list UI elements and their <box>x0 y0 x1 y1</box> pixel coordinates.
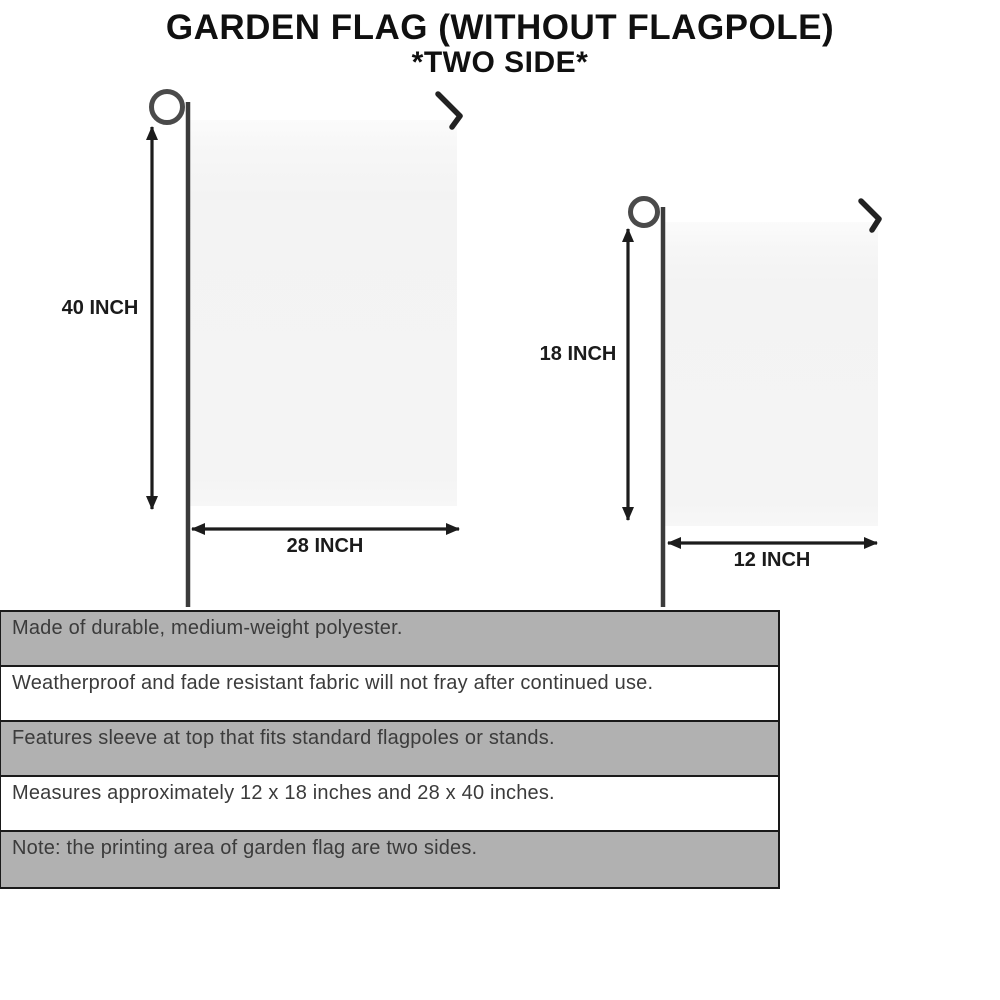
large-flag-width-label: 28 INCH <box>286 535 364 557</box>
spec-row: Weatherproof and fade resistant fabric will not fray after continued use. <box>1 667 778 722</box>
small-flag-fabric <box>664 222 878 526</box>
small-flag-pole-loop <box>631 199 658 226</box>
page-subtitle: *TWO SIDE* <box>411 46 589 79</box>
spec-row: Made of durable, medium-weight polyester. <box>1 612 778 667</box>
large-flag-fabric <box>189 120 457 506</box>
spec-row: Features sleeve at top that fits standard flagpoles or stands. <box>1 722 778 777</box>
small-flag-width-label: 12 INCH <box>733 549 811 571</box>
page-title: GARDEN FLAG (WITHOUT FLAGPOLE) <box>165 8 835 47</box>
spec-row: Measures approximately 12 x 18 inches and 28 x 40 inches. <box>1 777 778 832</box>
spec-table <box>0 610 780 889</box>
large-flag-group <box>152 92 461 608</box>
small-flag-height-label: 18 INCH <box>539 343 617 365</box>
small-flag-group <box>628 199 879 608</box>
spec-row: Note: the printing area of garden flag are two sides. <box>1 832 778 887</box>
large-flag-height-label: 40 INCH <box>61 297 139 319</box>
large-flag-pole-loop <box>152 92 183 123</box>
